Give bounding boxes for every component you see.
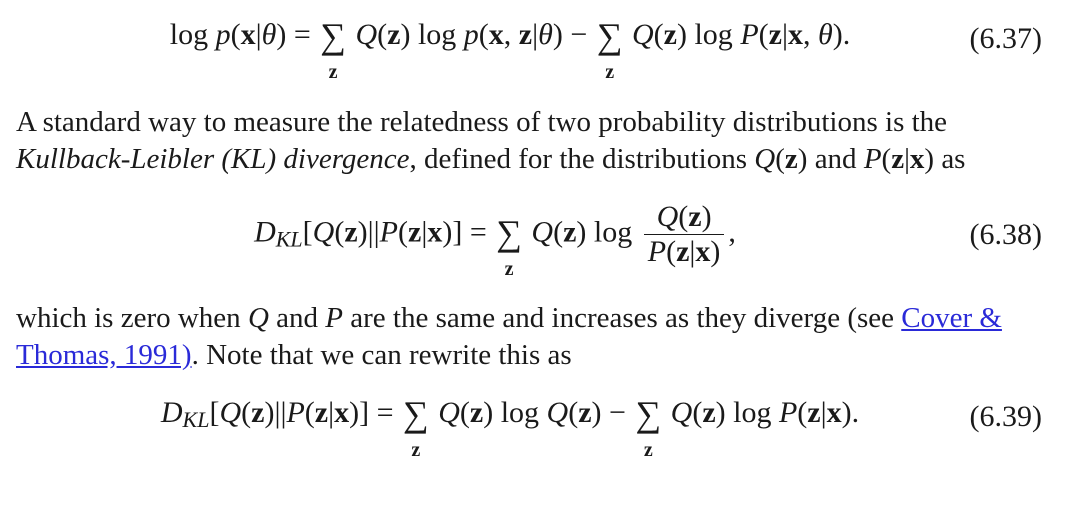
equation-number: (6.37): [969, 22, 1042, 55]
paragraph-kl-properties: which is zero when Q and P are the same and increases as they diverge (see Cover & Thomas, 1991). Note that we can rewrite this as: [16, 302, 1002, 371]
equation-6-37: [0, 18, 1080, 98]
citation-link[interactable]: Cover & Thomas, 1991): [16, 302, 1002, 371]
summation-symbol: ∑ z: [596, 16, 623, 83]
equation-6-39: [0, 396, 1080, 476]
equation-6-38-body: DKL[Q(z)||P(z|x)] = ∑ z Q(z) log $\frac{Q(z)}{P(z|x)}$ ,: [254, 200, 736, 281]
paragraph-kl-intro: A standard way to measure the relatedness of two probability distributions is the Kullback-Leibler (KL) divergence, defined for the distributions Q(z) and P(z|x) as: [16, 106, 966, 175]
equation-6-37-body: log p(x|θ) = ∑ z Q(z) log p(x, z|θ) − ∑ z Q(z) log P(z|x, θ).: [169, 16, 851, 83]
equation-number: (6.39): [969, 400, 1042, 433]
equation-6-39-body: DKL[Q(z)||P(z|x)] = ∑ z Q(z) log Q(z) − ∑ z Q(z) log P(z|x).: [160, 394, 860, 461]
equation-number: (6.38): [969, 218, 1042, 251]
fraction: $\frac{Q(z)}{P(z|x)}$: [644, 200, 725, 269]
equation-6-38: [0, 200, 1080, 280]
summation-symbol: ∑ z: [635, 394, 662, 461]
summation-symbol: ∑ z: [320, 16, 346, 83]
summation-symbol: ∑ z: [496, 213, 522, 281]
summation-symbol: ∑ z: [403, 394, 429, 461]
kl-term: Kullback-Leibler (KL) divergence: [16, 143, 410, 175]
